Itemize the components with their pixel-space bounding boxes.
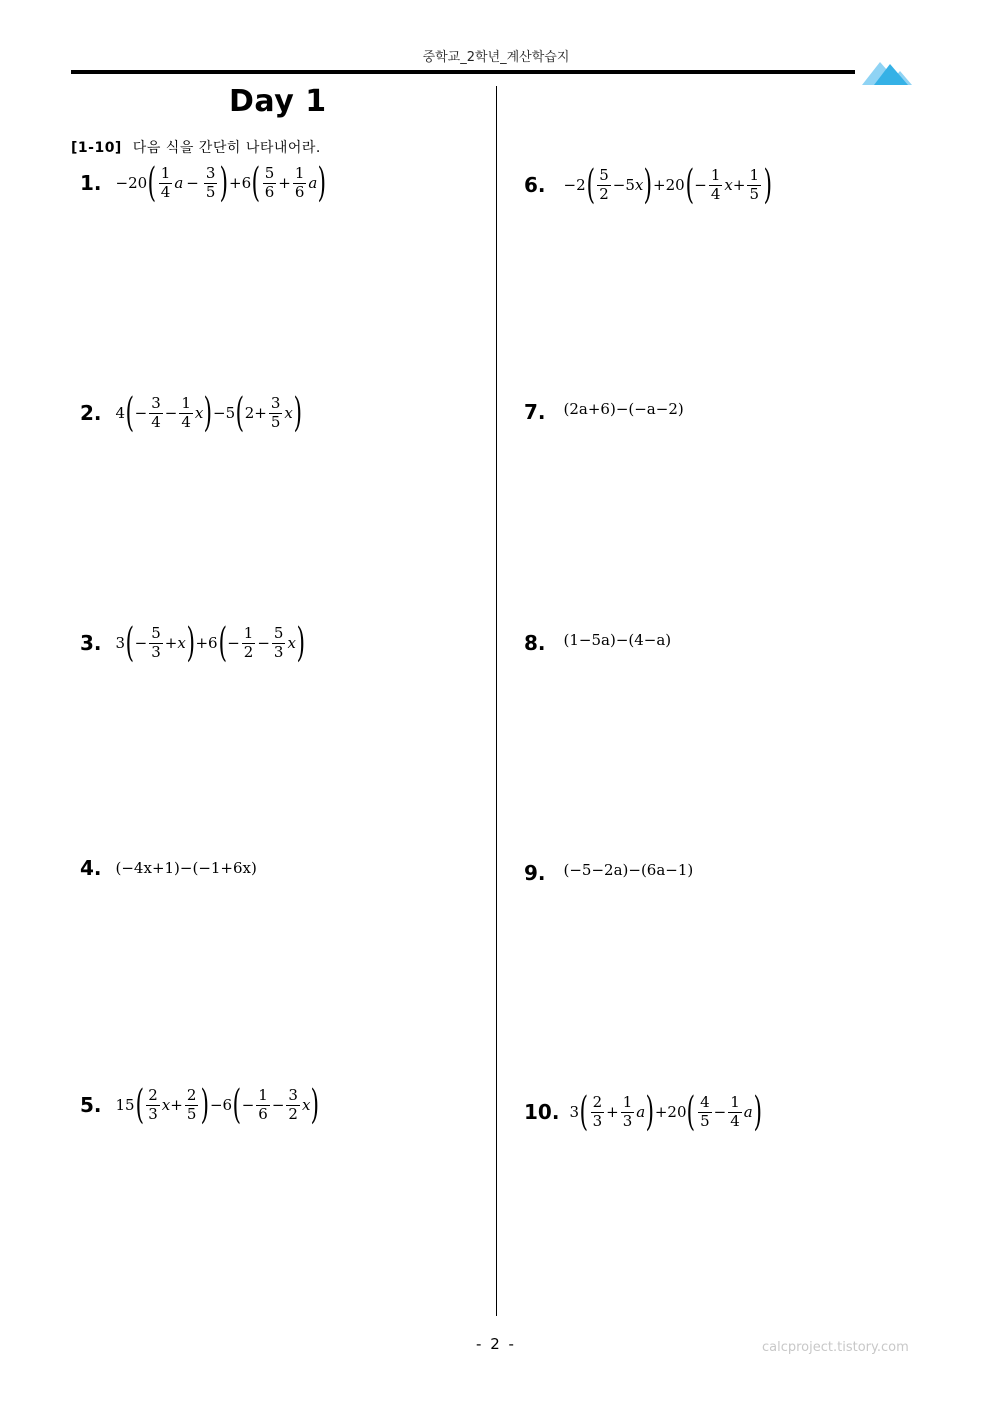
fraction: $\frac{5}{2}$	[599, 166, 609, 203]
fraction: $\frac{5}{6}$	[264, 164, 275, 201]
problem-7	[524, 400, 684, 424]
problem-expression: (−4x+1)−(−1+6x)	[115, 859, 257, 877]
problem-expression: 3 ( − $\frac{5}{3}$ + x ) +6 ( − $\frac{1}{2}$ − $\frac{5}{3}$ x )	[115, 620, 306, 666]
fraction: $\frac{1}{4}$	[181, 394, 191, 431]
problem-6	[524, 162, 773, 208]
problem-number: 5.	[80, 1093, 102, 1117]
problem-expression: (1−5a)−(4−a)	[563, 631, 672, 649]
column-divider	[496, 86, 497, 1316]
problem-number: 2.	[80, 401, 102, 425]
problem-1	[80, 160, 327, 206]
problem-9	[524, 861, 693, 885]
problem-number: 6.	[524, 173, 546, 197]
fraction: $\frac{1}{2}$	[243, 624, 254, 661]
fraction: $\frac{3}{5}$	[205, 164, 216, 201]
header-title: 중학교_2학년_계산학습지	[422, 50, 570, 65]
watermark: calcproject.tistory.com	[762, 1340, 909, 1355]
fraction: $\frac{2}{5}$	[186, 1086, 197, 1123]
problem-number: 1.	[80, 171, 102, 195]
header-rule	[71, 70, 855, 74]
problem-expression: −2 ( $\frac{5}{2}$ −5 x ) +20 ( − $\frac{1}{4}$ x + $\frac{1}{5}$ )	[563, 162, 773, 208]
problem-4	[80, 856, 257, 880]
page-number: - 2 -	[476, 1335, 516, 1353]
fraction: $\frac{3}{5}$	[270, 394, 281, 431]
problem-expression: 15 ( $\frac{2}{3}$ x + $\frac{2}{5}$ ) −6 ( − $\frac{1}{6}$ − $\frac{3}{2}$ x )	[115, 1082, 320, 1128]
problem-5	[80, 1082, 320, 1128]
problem-2	[80, 390, 302, 436]
problem-expression: 4 ( − $\frac{3}{4}$ − $\frac{1}{4}$ x ) −5 ( 2+ $\frac{3}{5}$ x )	[115, 390, 302, 436]
fraction: $\frac{1}{4}$	[730, 1093, 740, 1130]
problem-expression: (2a+6)−(−a−2)	[563, 400, 684, 418]
fraction: $\frac{1}{6}$	[258, 1086, 268, 1123]
fraction: $\frac{2}{3}$	[148, 1086, 158, 1123]
problem-expression: −20 ( $\frac{1}{4}$ a − $\frac{3}{5}$ ) +6 ( $\frac{5}{6}$ + $\frac{1}{6}$ a )	[115, 160, 327, 206]
fraction: $\frac{3}{4}$	[151, 394, 161, 431]
problem-10	[524, 1089, 762, 1135]
fraction: $\frac{1}{4}$	[160, 164, 171, 201]
problem-expression: 3 ( $\frac{2}{3}$ + $\frac{1}{3}$ a ) +20 ( $\frac{4}{5}$ − $\frac{1}{4}$ a )	[569, 1089, 762, 1135]
fraction: $\frac{1}{6}$	[294, 164, 305, 201]
problem-number: 3.	[80, 631, 102, 655]
instruction-range: [1-10]	[71, 140, 122, 156]
problem-number: 7.	[524, 400, 546, 424]
fraction: $\frac{3}{2}$	[288, 1086, 298, 1123]
day-title: Day 1	[229, 84, 327, 119]
mountain-logo-icon	[862, 58, 912, 86]
fraction: $\frac{1}{4}$	[710, 166, 721, 203]
problem-number: 9.	[524, 861, 546, 885]
problem-8	[524, 631, 671, 655]
fraction: $\frac{5}{3}$	[151, 624, 161, 661]
fraction: $\frac{5}{3}$	[273, 624, 284, 661]
instruction-text: 다음 식을 간단히 나타내어라.	[132, 140, 321, 156]
problem-expression: (−5−2a)−(6a−1)	[563, 861, 694, 879]
problem-number: 10.	[524, 1100, 560, 1124]
instruction	[71, 137, 321, 157]
fraction: $\frac{2}{3}$	[592, 1093, 603, 1130]
fraction: $\frac{1}{3}$	[622, 1093, 633, 1130]
problem-3	[80, 620, 306, 666]
problem-number: 4.	[80, 856, 102, 880]
fraction: $\frac{4}{5}$	[700, 1093, 710, 1130]
problem-number: 8.	[524, 631, 546, 655]
fraction: $\frac{1}{5}$	[749, 166, 759, 203]
